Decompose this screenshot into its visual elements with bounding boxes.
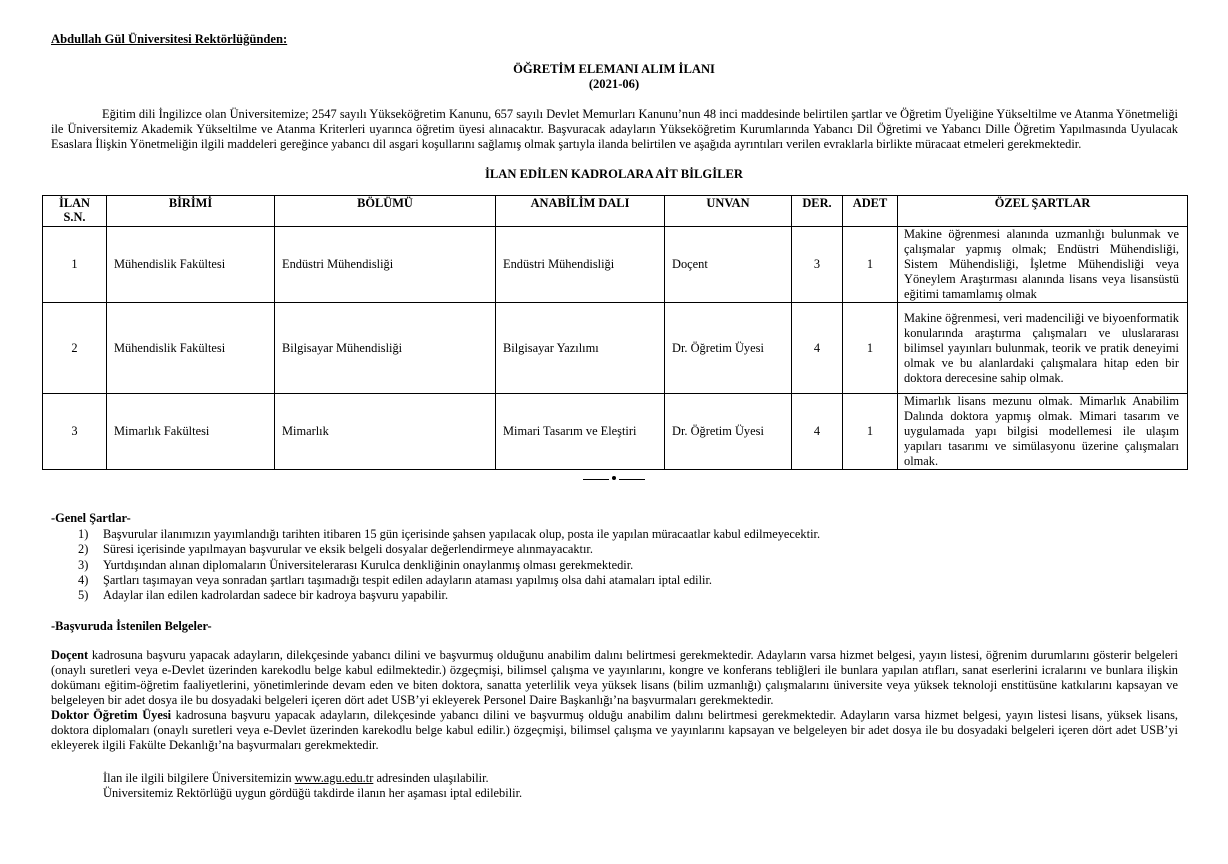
cell-sn: 3	[43, 394, 107, 470]
separator-dot	[612, 476, 616, 480]
cell-birim: Mühendislik Fakültesi	[107, 227, 275, 303]
header-bolum: BÖLÜMÜ	[275, 196, 496, 227]
docent-label: Doçent	[51, 648, 89, 662]
table-row	[43, 303, 1188, 394]
cell-der: 4	[792, 303, 843, 394]
docent-paragraph: Doçent kadrosuna başvuru yapacak adayların, dilekçesinde yabancı dilini ve başvurmuş olduğunu anabilim dalını belirtmesi gerekmektedir. Adayların varsa hizmet belgesi, yayın listesi, öğrenim durumlarını gösterir belgeleri (onaylı suretleri veya e-Devlet üzerinden karekodlu belge kabul edilmektedir.) özgeçmişi, bilimsel çalışma ve yayınlarını, kongre ve konferans tebliğleri ile bunlara yapılan atıfları, sanat eserlerini icralarını ve bunlara ilişkin dokümanı eğitim-öğretim faaliyetlerini, yönetimlerinde devam eden ve biten doktora, sanatta yeterlilik veya yüksek lisans (bilim uzmanlığı) çalışmalarını üniversite veya yüksek teknoloji enstitüsüne katkılarını kapsayan ve belgeleyen bir adet dosya ile bu dosyadaki belgeleri içeren dört adet USB’yi ekleyerek Personel Daire Başkanlığı’na başvurmaları gerekmektedir.	[51, 648, 1178, 707]
intro-text: Eğitim dili İngilizce olan Üniversitemize; 2547 sayılı Yükseköğretim Kanunu, 657 sayılı Devlet Memurları Kanunu’nun 48 inci maddesinde belirtilen şartlar ve Öğretim Üyeliğine Yükseltilme ve Atanma Yönetmeliği ile Üniversitemiz Akademik Yükseltilme ve Atanma Kriterleri uyarınca öğretim üyesi alınacaktır. Başvuracak adayların Yükseköğretim Kurumlarında Yabancı Dil Öğretimi ve Yabancı Dille Öğretim Yapılmasında Uyulacak Esaslara İlişkin Yönetmeliğin ilgili maddeleri gereğince yabancı dil asgari koşullarını sağlamış olmak şartıyla ilanda belirtilen ve aşağıda ayrıntıları verilen evraklarla birlikte müracaat etmeleri gerekmektedir.	[51, 107, 1178, 151]
cell-ozel-sartlar: Mimarlık lisans mezunu olmak. Mimarlık Anabilim Dalında doktora yapmış olmak. Mimari tasarım ve uygulamada yapı bilgisi modellemesi ile ulaşım yapıları tasarımı ve simülasyonu üzerine çalışmaları olmak.	[898, 394, 1188, 470]
cell-unvan: Dr. Öğretim Üyesi	[665, 394, 792, 470]
document-code: (2021-06)	[588, 77, 640, 91]
cell-anabilim: Bilgisayar Yazılımı	[496, 303, 665, 394]
header-unvan: UNVAN	[665, 196, 792, 227]
cell-der: 3	[792, 227, 843, 303]
cell-unvan: Dr. Öğretim Üyesi	[665, 303, 792, 394]
section-separator	[583, 472, 645, 486]
table-title: İLAN EDİLEN KADROLARA AİT BİLGİLER	[484, 167, 743, 181]
issuer-header: Abdullah Gül Üniversitesi Rektörlüğünden:	[51, 32, 288, 46]
table-row	[43, 394, 1188, 470]
cell-bolum: Bilgisayar Mühendisliği	[275, 303, 496, 394]
header-der: DER.	[792, 196, 843, 227]
cell-bolum: Mimarlık	[275, 394, 496, 470]
cell-birim: Mühendislik Fakültesi	[107, 303, 275, 394]
cell-anabilim: Mimari Tasarım ve Eleştiri	[496, 394, 665, 470]
cell-ozel-sartlar: Makine öğrenmesi, veri madenciliği ve biyoenformatik konularında araştırma çalışmaları ve uluslararası bilimsel yayınları bulunmak, teorik ve pratik deneyimi olmak ve bu alanlardaki çalışmalara hitap eden bir doktora derecesine sahip olmak.	[898, 303, 1188, 394]
required-documents-text	[51, 648, 1178, 753]
header-anabilim: ANABİLİM DALI	[496, 196, 665, 227]
header-sn: İLAN S.N.	[43, 196, 107, 227]
required-documents-heading: -Başvuruda İstenilen Belgeler-	[51, 619, 212, 633]
list-item: 1) Başvurular ilanımızın yayımlandığı tarihten itibaren 15 gün içerisinde şahsen yapılacak olup, posta ile yapılan müracaatlar kabul edilmeyecektir.	[78, 527, 821, 541]
cell-bolum: Endüstri Mühendisliği	[275, 227, 496, 303]
list-item: 4) Şartları taşımayan veya sonradan şartları taşımadığı tespit edilen adayların ataması yapılmış olsa dahi atamaları iptal edilir.	[78, 572, 713, 587]
cell-unvan: Doçent	[665, 227, 792, 303]
general-conditions-heading: -Genel Şartlar-	[51, 511, 131, 525]
cell-sn: 2	[43, 303, 107, 394]
list-item: 5) Adaylar ilan edilen kadrolardan sadece bir kadroya başvuru yapabilir.	[78, 588, 449, 603]
table-header-row	[43, 196, 1188, 227]
list-item: 3) Yurtdışından alınan diplomaların Üniversitelerarası Kurulca denkliğinin onaylanmış olması gerekmektedir.	[78, 557, 634, 572]
cell-sn: 1	[43, 227, 107, 303]
dr-paragraph: Doktor Öğretim Üyesi kadrosuna başvuru yapacak adayların, dilekçesinde yabancı dilini ve başvurmuş olduğu anabilim dalını belirtmesi gerekmektedir. Adayların varsa hizmet belgesi, yayın listesi lisans, yüksek lisans, doktora diplomaları (onaylı suretleri veya e-Devlet üzerinden karekodlu belge kabul edilir.) özgeçmişi, bilimsel çalışma ve yayınlarını kapsayan ve belgeleyen bir adet dosya ile bu dosyadaki belgeleri içeren dört adet USB’yi ekleyerek ilgili Fakülte Dekanlığı’na başvurmaları gerekmektedir.	[51, 708, 1179, 752]
cell-ozel-sartlar: Makine öğrenmesi alanında uzmanlığı bulunmak ve çalışmalar yapmış olmak; Endüstri Mühendisliği, Sistem Mühendisliği, İşletme Mühendisliği veya Yöneylem Araştırması alanında lisans veya lisansüstü eğitimi tamamlamış olmak	[898, 227, 1188, 303]
cell-birim: Mimarlık Fakültesi	[107, 394, 275, 470]
website-link[interactable]: www.agu.edu.tr	[294, 771, 374, 785]
table-row	[43, 227, 1188, 303]
positions-table	[42, 195, 1188, 470]
footer-notes	[103, 771, 522, 802]
header-ozel-sartlar: ÖZEL ŞARTLAR	[898, 196, 1188, 227]
dr-label: Doktor Öğretim Üyesi	[51, 708, 172, 722]
cell-anabilim: Endüstri Mühendisliği	[496, 227, 665, 303]
document-title: ÖĞRETİM ELEMANI ALIM İLANI	[513, 62, 715, 76]
cell-adet: 1	[843, 394, 898, 470]
cell-adet: 1	[843, 227, 898, 303]
separator-line-right	[619, 479, 645, 480]
intro-paragraph	[51, 107, 1178, 152]
general-conditions-list	[51, 527, 820, 603]
header-adet: ADET	[843, 196, 898, 227]
footer-line-1: İlan ile ilgili bilgilere Üniversitemizin www.agu.edu.tr adresinden ulaşılabilir.	[103, 771, 489, 785]
list-item: 2) Süresi içerisinde yapılmayan başvurular ve eksik belgeli dosyalar değerlendirmeye alınmayacaktır.	[78, 542, 593, 557]
footer-line-2: Üniversitemiz Rektörlüğü uygun gördüğü takdirde ilanın her aşaması iptal edilebilir.	[103, 786, 523, 801]
separator-line-left	[583, 479, 609, 480]
header-birim: BİRİMİ	[107, 196, 275, 227]
cell-der: 4	[792, 394, 843, 470]
cell-adet: 1	[843, 303, 898, 394]
